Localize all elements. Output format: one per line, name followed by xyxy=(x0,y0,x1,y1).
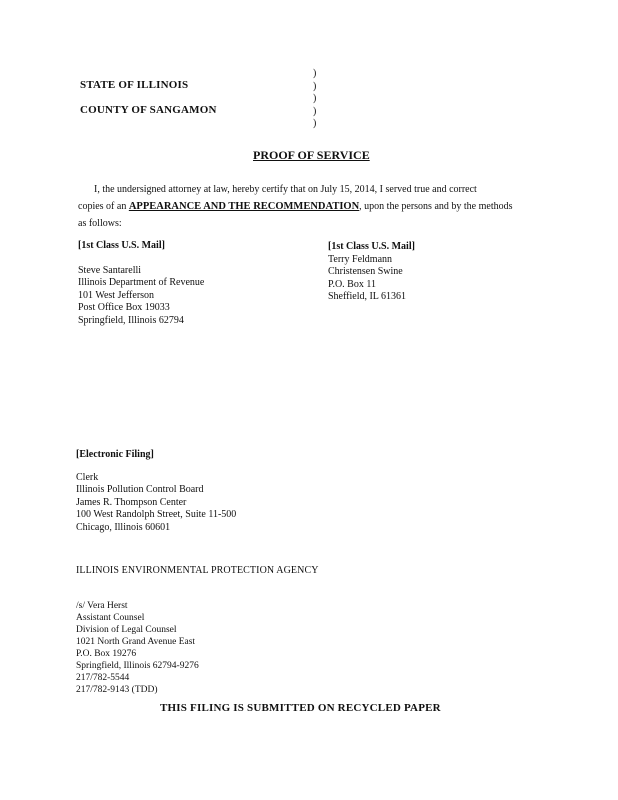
address-line: Terry Feldmann xyxy=(328,253,393,265)
intro-line-3: as follows: xyxy=(78,218,122,229)
address-line: Clerk xyxy=(76,471,99,483)
caption-county: COUNTY OF SANGAMON xyxy=(80,104,217,116)
signature-line: Assistant Counsel xyxy=(76,613,145,623)
service-method: [1st Class U.S. Mail] xyxy=(328,241,415,252)
paren: ) xyxy=(313,105,317,117)
address-line: Chicago, Illinois 60601 xyxy=(76,521,171,533)
signature-block xyxy=(76,600,199,696)
paren: ) xyxy=(313,93,317,104)
signature-line: 217/782-5544 xyxy=(76,673,130,683)
address-line: Post Office Box 19033 xyxy=(78,302,170,313)
service-method: [Electronic Filing] xyxy=(76,449,154,460)
address-line: Christensen Swine xyxy=(328,266,403,277)
address-line: Springfield, Illinois 62794 xyxy=(78,314,184,326)
agency-name: ILLINOIS ENVIRONMENTAL PROTECTION AGENCY xyxy=(76,565,319,576)
address-line: James R. Thompson Center xyxy=(76,496,187,508)
address-line: 100 West Randolph Street, Suite 11-500 xyxy=(76,509,237,520)
caption-parens xyxy=(313,68,316,131)
address-line: Illinois Department of Revenue xyxy=(78,277,205,288)
address-line: Steve Santarelli xyxy=(78,264,142,276)
paren: ) xyxy=(313,68,317,79)
address-line: Sheffield, IL 61361 xyxy=(328,291,407,302)
document-name: APPEARANCE AND THE RECOMMENDATION xyxy=(128,201,360,212)
address-line: P.O. Box 11 xyxy=(328,278,376,290)
address-line: 101 West Jefferson xyxy=(78,289,155,301)
service-block-right xyxy=(328,241,415,304)
paren: ) xyxy=(313,118,317,129)
intro-line-2 xyxy=(78,198,512,215)
recycled-paper-notice: THIS FILING IS SUBMITTED ON RECYCLED PAPER xyxy=(160,702,441,714)
intro-paragraph xyxy=(78,181,512,232)
intro-text: , upon the persons and by the methods xyxy=(359,201,513,212)
intro-line-1: I, the undersigned attorney at law, hereby certify that on July 15, 2014, I served true and correct xyxy=(94,184,477,195)
caption-state: STATE OF ILLINOIS xyxy=(80,79,189,91)
address-line: Illinois Pollution Control Board xyxy=(76,484,204,495)
signature-line: Springfield, Illinois 62794-9276 xyxy=(76,661,199,671)
service-method: [1st Class U.S. Mail] xyxy=(78,240,165,251)
signature-line: 217/782-9143 (TDD) xyxy=(76,685,158,695)
page-title: PROOF OF SERVICE xyxy=(253,148,370,162)
signature-line: P.O. Box 19276 xyxy=(76,649,137,659)
signature-line: 1021 North Grand Avenue East xyxy=(76,637,196,647)
electronic-filing-block xyxy=(76,449,236,534)
service-block-left xyxy=(78,240,204,327)
intro-text: copies of an xyxy=(78,201,129,212)
signature-line: Division of Legal Counsel xyxy=(76,625,177,635)
paren: ) xyxy=(313,80,317,92)
signature-line: /s/ Vera Herst xyxy=(76,601,128,611)
